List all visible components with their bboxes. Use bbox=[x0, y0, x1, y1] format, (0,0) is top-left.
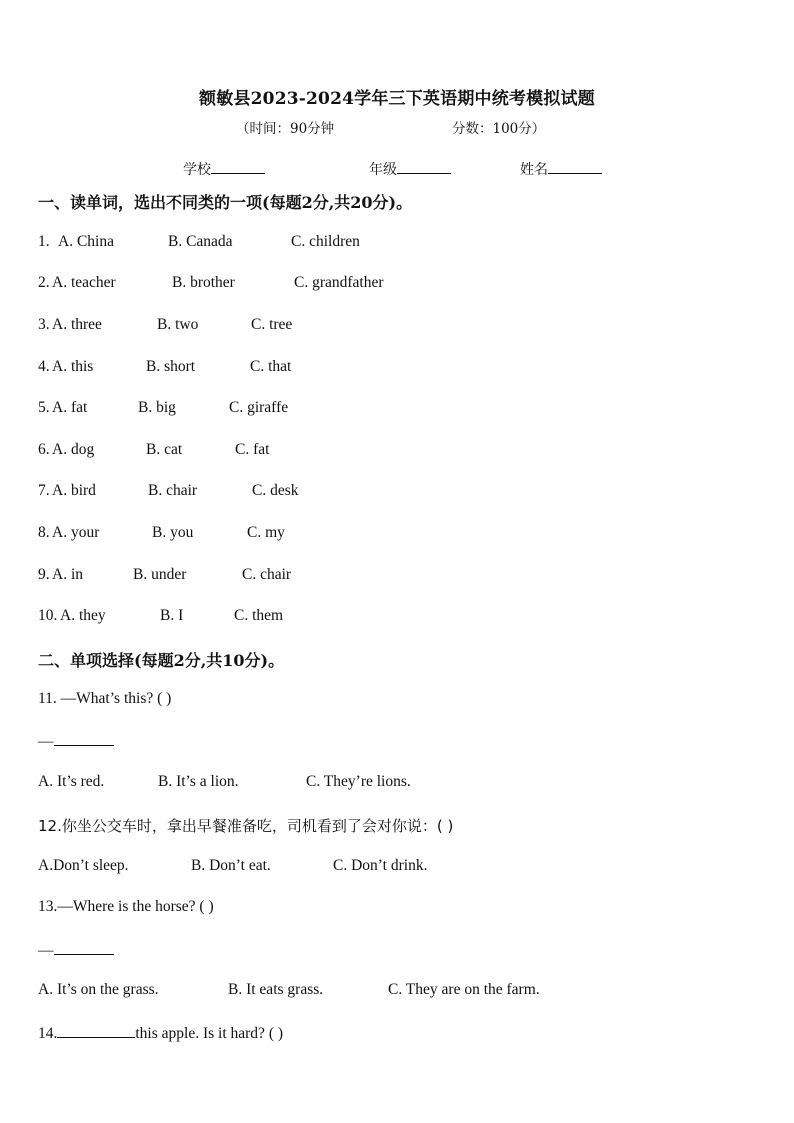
q13-stem: 13.—Where is the horse? ( ) bbox=[38, 898, 214, 915]
question-number: 9. bbox=[38, 566, 50, 583]
option-c: C. tree bbox=[251, 316, 293, 333]
q14-text: this apple. Is it hard? ( ) bbox=[135, 1025, 284, 1042]
option-c: C. that bbox=[250, 358, 292, 375]
option-a: A. It’s on the grass. bbox=[38, 981, 159, 998]
option-b: B. I bbox=[160, 607, 184, 624]
option-c: C. Don’t drink. bbox=[333, 857, 428, 874]
option-c: C. desk bbox=[252, 482, 299, 499]
option-b: B. It’s a lion. bbox=[158, 773, 239, 790]
grade-blank bbox=[397, 160, 451, 174]
option-b: B. short bbox=[146, 358, 196, 375]
answer-blank bbox=[54, 940, 114, 955]
question-number: 7. bbox=[38, 482, 50, 499]
answer-dash: — bbox=[38, 733, 54, 750]
question-number: 3. bbox=[38, 316, 50, 333]
school-label: 学校 bbox=[183, 162, 211, 178]
question-number: 14. bbox=[38, 1025, 58, 1042]
section1-heading: 一、读单词，选出不同类的一项(每题2分,共20分)。 bbox=[38, 193, 413, 212]
option-b: B. chair bbox=[148, 482, 198, 499]
question-number: 2. bbox=[38, 274, 50, 291]
question-number: 8. bbox=[38, 524, 50, 541]
exam-time: （时间：90分钟 bbox=[236, 121, 335, 137]
option-b: B. under bbox=[133, 566, 187, 583]
school-blank bbox=[211, 160, 265, 174]
answer-dash: — bbox=[38, 942, 54, 959]
option-c: C. them bbox=[234, 607, 284, 624]
question-number: 1. bbox=[38, 233, 50, 250]
option-c: C. They are on the farm. bbox=[388, 981, 540, 998]
answer-blank bbox=[57, 1023, 135, 1038]
option-a: A. It’s red. bbox=[38, 773, 105, 790]
name-label: 姓名 bbox=[520, 162, 548, 178]
option-a: A. they bbox=[60, 607, 106, 624]
grade-label: 年级 bbox=[369, 162, 397, 178]
option-a: A. teacher bbox=[52, 274, 116, 291]
school-field bbox=[183, 159, 265, 179]
option-a: A. three bbox=[52, 316, 102, 333]
option-a: A. fat bbox=[52, 399, 88, 416]
option-a: A.Don’t sleep. bbox=[38, 857, 129, 874]
option-b: B. It eats grass. bbox=[228, 981, 324, 998]
option-c: C. children bbox=[291, 233, 360, 250]
q12-stem: 12.你坐公交车时，拿出早餐准备吃，司机看到了会对你说：( ) bbox=[38, 817, 454, 835]
option-c: C. grandfather bbox=[294, 274, 384, 291]
q13-answer-line bbox=[38, 940, 114, 960]
q11-answer-line bbox=[38, 731, 114, 751]
option-b: B. cat bbox=[146, 441, 183, 458]
option-b: B. Don’t eat. bbox=[191, 857, 271, 874]
option-c: C. my bbox=[247, 524, 285, 541]
section2-heading: 二、单项选择(每题2分,共10分)。 bbox=[38, 651, 285, 670]
option-a: A. in bbox=[52, 566, 83, 583]
name-blank bbox=[548, 160, 602, 174]
option-c: C. chair bbox=[242, 566, 292, 583]
option-c: C. giraffe bbox=[229, 399, 289, 416]
grade-field bbox=[369, 159, 451, 179]
option-c: C. They’re lions. bbox=[306, 773, 411, 790]
q14-stem bbox=[38, 1023, 283, 1043]
question-number: 6. bbox=[38, 441, 50, 458]
option-b: B. brother bbox=[172, 274, 235, 291]
option-b: B. two bbox=[157, 316, 199, 333]
option-a: A. dog bbox=[52, 441, 95, 458]
name-field bbox=[520, 159, 602, 179]
option-a: A. this bbox=[52, 358, 94, 375]
option-a: A. China bbox=[58, 233, 114, 250]
exam-title: 额敏县2023-2024学年三下英语期中统考模拟试题 bbox=[199, 89, 595, 109]
option-b: B. Canada bbox=[168, 233, 233, 250]
option-c: C. fat bbox=[235, 441, 270, 458]
answer-blank bbox=[54, 731, 114, 746]
option-b: B. big bbox=[138, 399, 176, 416]
question-number: 4. bbox=[38, 358, 50, 375]
question-number: 10. bbox=[38, 607, 58, 624]
option-a: A. bird bbox=[52, 482, 96, 499]
q11-stem: 11. —What’s this? ( ) bbox=[38, 690, 172, 707]
question-number: 5. bbox=[38, 399, 50, 416]
exam-score: 分数：100分） bbox=[452, 121, 546, 137]
option-b: B. you bbox=[152, 524, 194, 541]
option-a: A. your bbox=[52, 524, 100, 541]
